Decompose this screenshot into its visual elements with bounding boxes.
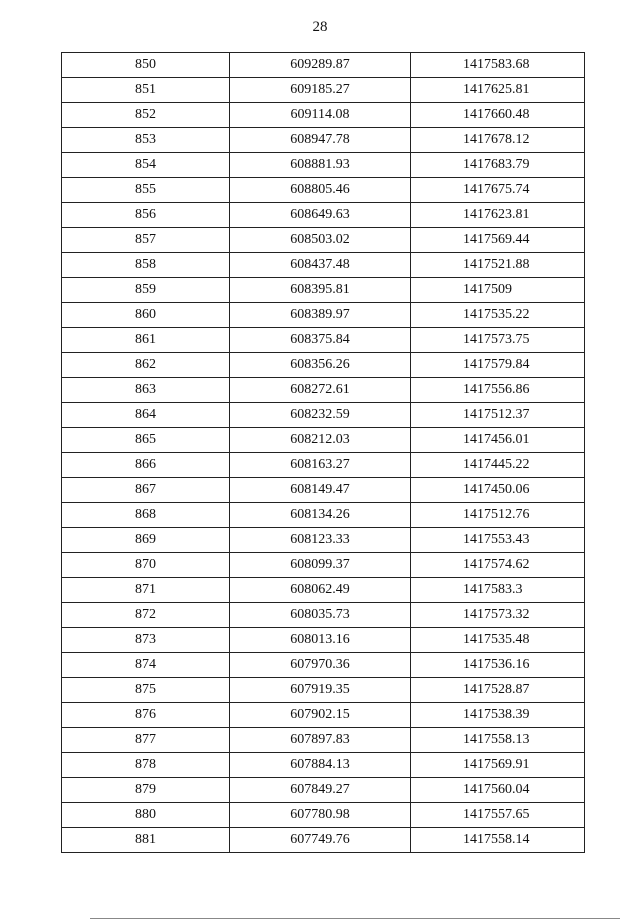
x-coordinate-cell: 608035.73	[230, 603, 411, 628]
table-row	[62, 728, 585, 753]
table-row	[62, 828, 585, 853]
point-number-cell: 866	[62, 453, 230, 478]
table-row	[62, 778, 585, 803]
table-row	[62, 503, 585, 528]
coordinates-table	[61, 52, 585, 853]
x-coordinate-cell: 609289.87	[230, 53, 411, 78]
table-row	[62, 528, 585, 553]
point-number-cell: 881	[62, 828, 230, 853]
x-coordinate-cell: 607749.76	[230, 828, 411, 853]
point-number-cell: 855	[62, 178, 230, 203]
table-row	[62, 253, 585, 278]
point-number-cell: 873	[62, 628, 230, 653]
x-coordinate-cell: 608356.26	[230, 353, 411, 378]
x-coordinate-cell: 607780.98	[230, 803, 411, 828]
y-coordinate-cell: 1417623.81	[411, 203, 585, 228]
x-coordinate-cell: 608375.84	[230, 328, 411, 353]
table-row	[62, 403, 585, 428]
x-coordinate-cell: 609114.08	[230, 103, 411, 128]
y-coordinate-cell: 1417625.81	[411, 78, 585, 103]
y-coordinate-cell: 1417579.84	[411, 353, 585, 378]
x-coordinate-cell: 607849.27	[230, 778, 411, 803]
table-row	[62, 428, 585, 453]
page-bottom-rule	[90, 918, 620, 919]
table-row	[62, 353, 585, 378]
point-number-cell: 857	[62, 228, 230, 253]
y-coordinate-cell: 1417574.62	[411, 553, 585, 578]
point-number-cell: 858	[62, 253, 230, 278]
table-row	[62, 578, 585, 603]
x-coordinate-cell: 607897.83	[230, 728, 411, 753]
x-coordinate-cell: 608805.46	[230, 178, 411, 203]
x-coordinate-cell: 607884.13	[230, 753, 411, 778]
point-number-cell: 878	[62, 753, 230, 778]
table-row	[62, 653, 585, 678]
y-coordinate-cell: 1417445.22	[411, 453, 585, 478]
y-coordinate-cell: 1417683.79	[411, 153, 585, 178]
x-coordinate-cell: 608947.78	[230, 128, 411, 153]
y-coordinate-cell: 1417512.76	[411, 503, 585, 528]
coordinates-table-body	[62, 53, 585, 853]
x-coordinate-cell: 608389.97	[230, 303, 411, 328]
y-coordinate-cell: 1417528.87	[411, 678, 585, 703]
table-row	[62, 453, 585, 478]
y-coordinate-cell: 1417556.86	[411, 378, 585, 403]
table-row	[62, 328, 585, 353]
point-number-cell: 879	[62, 778, 230, 803]
y-coordinate-cell: 1417512.37	[411, 403, 585, 428]
table-row	[62, 478, 585, 503]
x-coordinate-cell: 608437.48	[230, 253, 411, 278]
table-row	[62, 228, 585, 253]
x-coordinate-cell: 608649.63	[230, 203, 411, 228]
point-number-cell: 876	[62, 703, 230, 728]
y-coordinate-cell: 1417573.32	[411, 603, 585, 628]
table-row	[62, 678, 585, 703]
point-number-cell: 862	[62, 353, 230, 378]
table-row	[62, 703, 585, 728]
y-coordinate-cell: 1417573.75	[411, 328, 585, 353]
y-coordinate-cell: 1417535.48	[411, 628, 585, 653]
x-coordinate-cell: 608395.81	[230, 278, 411, 303]
point-number-cell: 863	[62, 378, 230, 403]
point-number-cell: 875	[62, 678, 230, 703]
y-coordinate-cell: 1417660.48	[411, 103, 585, 128]
point-number-cell: 865	[62, 428, 230, 453]
y-coordinate-cell: 1417558.14	[411, 828, 585, 853]
table-row	[62, 103, 585, 128]
table-row	[62, 178, 585, 203]
y-coordinate-cell: 1417535.22	[411, 303, 585, 328]
x-coordinate-cell: 608881.93	[230, 153, 411, 178]
point-number-cell: 870	[62, 553, 230, 578]
x-coordinate-cell: 607902.15	[230, 703, 411, 728]
point-number-cell: 850	[62, 53, 230, 78]
y-coordinate-cell: 1417583.68	[411, 53, 585, 78]
table-row	[62, 303, 585, 328]
point-number-cell: 860	[62, 303, 230, 328]
point-number-cell: 854	[62, 153, 230, 178]
point-number-cell: 880	[62, 803, 230, 828]
point-number-cell: 856	[62, 203, 230, 228]
point-number-cell: 852	[62, 103, 230, 128]
x-coordinate-cell: 608013.16	[230, 628, 411, 653]
x-coordinate-cell: 609185.27	[230, 78, 411, 103]
table-row	[62, 603, 585, 628]
y-coordinate-cell: 1417569.91	[411, 753, 585, 778]
x-coordinate-cell: 608134.26	[230, 503, 411, 528]
table-row	[62, 78, 585, 103]
y-coordinate-cell: 1417553.43	[411, 528, 585, 553]
y-coordinate-cell: 1417536.16	[411, 653, 585, 678]
table-row	[62, 278, 585, 303]
table-row	[62, 153, 585, 178]
x-coordinate-cell: 608062.49	[230, 578, 411, 603]
y-coordinate-cell: 1417569.44	[411, 228, 585, 253]
y-coordinate-cell: 1417521.88	[411, 253, 585, 278]
point-number-cell: 859	[62, 278, 230, 303]
point-number-cell: 867	[62, 478, 230, 503]
point-number-cell: 871	[62, 578, 230, 603]
x-coordinate-cell: 608212.03	[230, 428, 411, 453]
x-coordinate-cell: 608272.61	[230, 378, 411, 403]
y-coordinate-cell: 1417538.39	[411, 703, 585, 728]
table-row	[62, 378, 585, 403]
y-coordinate-cell: 1417456.01	[411, 428, 585, 453]
point-number-cell: 869	[62, 528, 230, 553]
table-row	[62, 128, 585, 153]
x-coordinate-cell: 608149.47	[230, 478, 411, 503]
x-coordinate-cell: 608099.37	[230, 553, 411, 578]
y-coordinate-cell: 1417450.06	[411, 478, 585, 503]
y-coordinate-cell: 1417675.74	[411, 178, 585, 203]
point-number-cell: 872	[62, 603, 230, 628]
table-row	[62, 553, 585, 578]
table-row	[62, 53, 585, 78]
x-coordinate-cell: 607970.36	[230, 653, 411, 678]
point-number-cell: 851	[62, 78, 230, 103]
y-coordinate-cell: 1417583.3	[411, 578, 585, 603]
x-coordinate-cell: 608232.59	[230, 403, 411, 428]
page-number: 28	[312, 19, 328, 35]
x-coordinate-cell: 608163.27	[230, 453, 411, 478]
point-number-cell: 874	[62, 653, 230, 678]
y-coordinate-cell: 1417557.65	[411, 803, 585, 828]
x-coordinate-cell: 608123.33	[230, 528, 411, 553]
table-row	[62, 753, 585, 778]
point-number-cell: 868	[62, 503, 230, 528]
y-coordinate-cell: 1417678.12	[411, 128, 585, 153]
x-coordinate-cell: 607919.35	[230, 678, 411, 703]
y-coordinate-cell: 1417558.13	[411, 728, 585, 753]
y-coordinate-cell: 1417560.04	[411, 778, 585, 803]
table-row	[62, 803, 585, 828]
table-row	[62, 203, 585, 228]
x-coordinate-cell: 608503.02	[230, 228, 411, 253]
point-number-cell: 877	[62, 728, 230, 753]
y-coordinate-cell: 1417509	[411, 278, 585, 303]
point-number-cell: 861	[62, 328, 230, 353]
table-row	[62, 628, 585, 653]
point-number-cell: 853	[62, 128, 230, 153]
point-number-cell: 864	[62, 403, 230, 428]
